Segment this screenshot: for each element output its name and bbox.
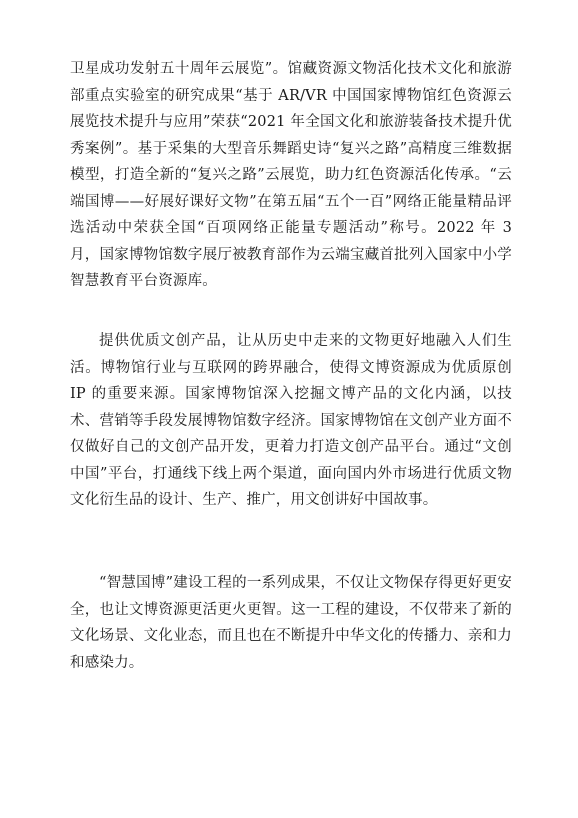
paragraph-cultural-products: 提供优质文创产品，让从历史中走来的文物更好地融入人们生活。博物馆行业与互联网的跨界融合，使得文博资源成为优质原创 IP 的重要来源。国家博物馆深入挖掘文博产品的文化内涵，以技术、营销等手段发展博物馆数字经济。国家博物馆在文创产业方面不仅做好自己的文创产品开发，更着力打造文创产品平台。通过“文创中国”平台，打通线下线上两个渠道，面向国内外市场进行优质文物文化衍生品的设计、生产、推广，用文创讲好中国故事。 <box>70 333 512 508</box>
paragraph-smart-museum: “智慧国博”建设工程的一系列成果，不仅让文物保存得更好更安全，也让文博资源更活更火更智。这一工程的建设，不仅带来了新的文化场景、文化业态，而且也在不断提升中华文化的传播力、亲和力和感染力。 <box>70 575 512 671</box>
paragraph-continued: 卫星成功发射五十周年云展览”。馆藏资源文物活化技术文化和旅游部重点实验室的研究成果“基于 AR/VR 中国国家博物馆红色资源云展览技术提升与应用”荣获“2021 年全国文化和旅游装备技术提升优秀案例”。基于采集的大型音乐舞蹈史诗“复兴之路”高精度三维数据模型，打造全新的“复兴之路”云展览，助力红色资源活化传承。“云端国博——好展好课好文物”在第五届“五个一百”网络正能量精品评选活动中荣获全国“百项网络正能量专题活动”称号。2022 年 3 月，国家博物馆数字展厅被教育部作为云端宝藏首批列入国家中小学智慧教育平台资源库。 <box>70 61 512 289</box>
